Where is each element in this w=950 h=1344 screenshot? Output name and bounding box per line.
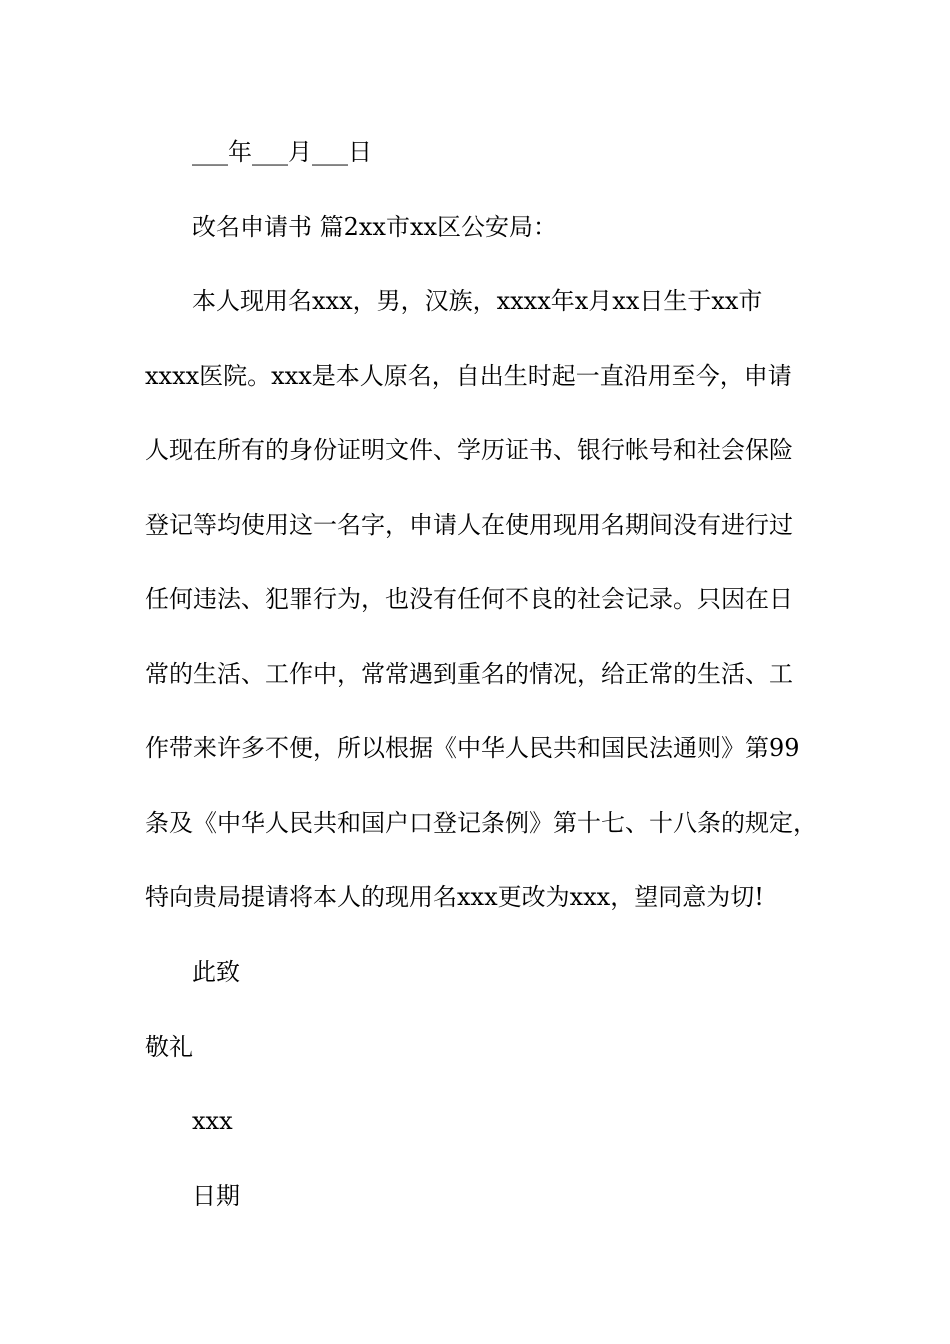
- body-line: 常的生活、工作中，常常遇到重名的情况，给正常的生活、工: [145, 660, 793, 688]
- signature-name: xxx: [192, 1107, 233, 1135]
- letter-heading: 改名申请书 篇2xx市xx区公安局：: [192, 213, 558, 241]
- date-line: ___年___月___日: [192, 138, 372, 166]
- body-line: 特向贵局提请将本人的现用名xxx更改为xxx，望同意为切!: [145, 883, 764, 911]
- closing-text: 此致: [192, 958, 240, 986]
- body-line: 登记等均使用这一名字，申请人在使用现用名期间没有进行过: [145, 511, 793, 539]
- body-line: 本人现用名xxx，男，汉族，xxxx年x月xx日生于xx市: [192, 287, 763, 315]
- body-line: xxxx医院。xxx是本人原名，自出生时起一直沿用至今，申请: [145, 362, 792, 390]
- date-label: 日期: [192, 1182, 240, 1210]
- body-line: 条及《中华人民共和国户口登记条例》第十七、十八条的规定，: [145, 809, 817, 837]
- body-line: 人现在所有的身份证明文件、学历证书、银行帐号和社会保险: [145, 436, 793, 464]
- body-line: 任何违法、犯罪行为，也没有任何不良的社会记录。只因在日: [145, 585, 793, 613]
- salutation-text: 敬礼: [145, 1033, 193, 1061]
- body-line: 作带来许多不便，所以根据《中华人民共和国民法通则》第99: [145, 734, 800, 762]
